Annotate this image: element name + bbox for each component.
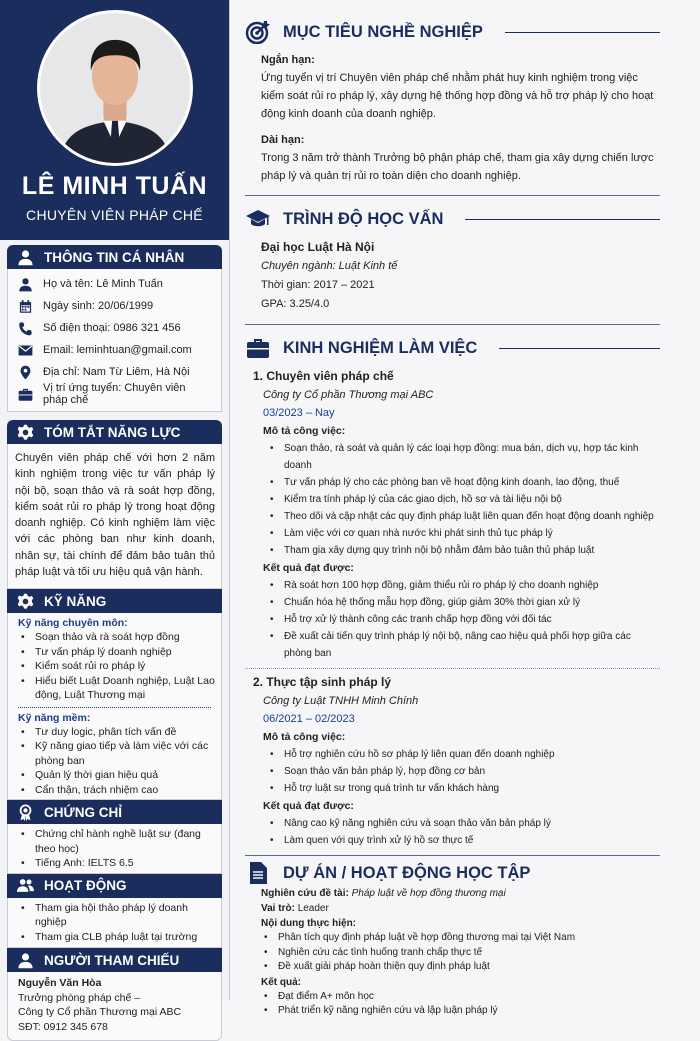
list-item: • Chuẩn hóa hệ thống mẫu hợp đồng, giúp giảm 30% thời gian xử lý (267, 594, 660, 611)
reference-name: Nguyễn Văn Hòa (18, 977, 102, 990)
short-term-label: Ngắn hạn: (261, 54, 315, 66)
list-item: • Tiếng Anh: IELTS 6.5 (18, 856, 221, 871)
job-date: 06/2021 – 02/2023 (263, 713, 355, 725)
activities-list (8, 901, 221, 945)
project-content-list (261, 931, 660, 975)
section-title: NGƯỜI THAM CHIẾU (44, 952, 180, 968)
reference-position: Trưởng phòng pháp chế – (18, 991, 141, 1004)
project-results-list (261, 990, 660, 1019)
personal-info-row (18, 273, 213, 295)
list-item: • Đạt điểm A+ môn học (261, 990, 660, 1005)
personal-info-text: Ngày sinh: 20/06/1999 (43, 300, 154, 312)
job-desc-list (253, 440, 660, 559)
job-results-list (253, 815, 660, 849)
list-item: • Kiểm tra tính pháp lý của các giao dịch, hồ sơ và tài liệu nội bộ (267, 491, 660, 508)
main-content (245, 0, 660, 1019)
divider (245, 855, 660, 856)
study-time: Thời gian: 2017 – 2021 (261, 279, 375, 291)
list-item: • Soạn thảo văn bản pháp lý, hợp đồng cơ bản (267, 763, 660, 780)
personal-info-text: Số điện thoại: 0986 321 456 (43, 322, 181, 334)
list-item: • Chứng chỉ hành nghề luật sư (đang theo học) (18, 827, 221, 856)
activities (7, 898, 222, 949)
section-title: MỤC TIÊU NGHỀ NGHIỆP (283, 22, 483, 41)
award-icon (17, 804, 34, 821)
users-icon (17, 877, 34, 894)
list-item: • Hỗ trợ luật sư trong quá trình tư vấn khách hàng (267, 780, 660, 797)
list-item: • Soạn thảo, rà soát và quản lý các loại hợp đồng: mua bán, dịch vụ, hợp tác kinh doanh (267, 440, 660, 474)
content-label: Nội dung thực hiện: (261, 918, 357, 929)
section-header-activities (7, 874, 222, 898)
profile-photo (37, 10, 193, 166)
section-header-education (245, 206, 660, 232)
job-result-label: Kết quả đạt được: (263, 562, 354, 574)
gear-icon (17, 593, 34, 610)
section-header-objective (245, 19, 660, 45)
hard-skills-list (8, 630, 221, 703)
section-header-summary (7, 420, 222, 444)
gear-icon (17, 424, 34, 441)
school: Đại học Luật Hà Nội (261, 240, 375, 254)
job-desc-label: Mô tả công việc: (263, 425, 346, 437)
document-icon (245, 861, 271, 885)
list-item: • Hiểu biết Luật Doanh nghiệp, Luật Lao động, Luật Thương mại (18, 674, 221, 703)
hard-skills-title: Kỹ năng chuyên môn: (18, 617, 128, 630)
list-item: • Đề xuất cải tiến quy trình pháp lý nội bộ, nâng cao hiệu quả phối hợp giữa các phòng ban (267, 628, 660, 662)
list-item: • Làm quen với quy trình xử lý hồ sơ thực tế (267, 832, 660, 849)
section-header-personal (7, 245, 222, 269)
role-label: Vai trò: (261, 903, 295, 914)
summary-text: Chuyên viên pháp chế với hơn 2 năm kinh nghiệm trong việc tư vấn pháp lý nội bộ, soạn thảo và rà soát hợp đồng, kiểm soát rủi ro pháp lý trong hoạt động doanh nghiệp. Có kinh nghiệm làm việc với các phòng ban như kinh doanh, nhân sự, tài chính để đảm bảo tuân thủ pháp luật và tối ưu hiệu quả vận hành. (7, 444, 222, 589)
long-term-text: Trong 3 năm trở thành Trưởng bộ phận pháp chế, tham gia xây dựng chiến lược pháp lý và quản trị rủi ro toàn diện cho doanh nghiệp. (261, 152, 654, 182)
project (245, 886, 660, 1019)
certs (7, 824, 222, 874)
job-results-list (253, 577, 660, 662)
list-item: • Soạn thảo và rà soát hợp đồng (18, 630, 221, 645)
list-item: • Phát triển kỹ năng nghiên cứu và lập luận pháp lý (261, 1004, 660, 1019)
section-header-experience (245, 335, 660, 361)
topic: Pháp luật về hợp đồng thương mại (351, 888, 506, 899)
job-date: 03/2023 – Nay (263, 407, 335, 419)
skills (7, 613, 222, 800)
profile-header (0, 0, 229, 240)
personal-info-text: Vị trí ứng tuyển: Chuyên viên pháp chế (43, 382, 186, 406)
personal-info-row (18, 295, 213, 317)
reference-company: Công ty Cổ phần Thương mại ABC (18, 1006, 182, 1019)
divider (245, 668, 660, 669)
personal-info (7, 269, 222, 412)
mail-icon (18, 343, 33, 358)
briefcase-icon (18, 387, 33, 402)
list-item: • Cẩn thận, trách nhiệm cao (18, 783, 221, 798)
section-title: KINH NGHIỆM LÀM VIỆC (283, 338, 478, 357)
jobs (245, 367, 660, 849)
list-item: • Tư vấn pháp lý cho các phòng ban về hoạt động kinh doanh, lao động, thuế (267, 474, 660, 491)
personal-info-text: Địa chỉ: Nam Từ Liêm, Hà Nội (43, 366, 190, 378)
job-company: Công ty Cổ phần Thương mại ABC (263, 389, 434, 401)
calendar-icon (18, 299, 33, 314)
list-item: • Phân tích quy định pháp luật về hợp đồng thương mại tại Việt Nam (261, 931, 660, 946)
sidebar (0, 0, 230, 1033)
section-header-certs (7, 800, 222, 824)
role: Leader (297, 903, 329, 914)
list-item: • Theo dõi và cập nhật các quy định pháp luật liên quan đến hoạt động doanh nghiệp (267, 508, 660, 525)
list-item: • Kỹ năng giao tiếp và làm việc với các phòng ban (18, 739, 221, 768)
topic-label: Nghiên cứu đề tài: (261, 888, 349, 899)
list-item: • Làm việc với cơ quan nhà nước khi phát sinh thủ tục pháp lý (267, 525, 660, 542)
user-icon (17, 952, 34, 969)
job-result-label: Kết quả đạt được: (263, 800, 354, 812)
reference-phone: SĐT: 0912 345 678 (18, 1020, 108, 1033)
list-item: • Nghiên cứu các tình huống tranh chấp thực tế (261, 946, 660, 961)
list-item: • Tư duy logic, phân tích vấn đề (18, 725, 221, 740)
job-desc-list (253, 746, 660, 797)
section-title: DỰ ÁN / HOẠT ĐỘNG HỌC TẬP (283, 863, 531, 882)
list-item: • Hỗ trợ nghiên cứu hồ sơ pháp lý liên quan đến doanh nghiệp (267, 746, 660, 763)
list-item: • Hỗ trợ xử lý thành công các tranh chấp hợp đồng với đối tác (267, 611, 660, 628)
section-header-skills (7, 589, 222, 613)
job-title: 1. Chuyên viên pháp chế (253, 369, 394, 383)
section-title: THÔNG TIN CÁ NHÂN (44, 249, 185, 265)
section-header-reference (7, 948, 222, 972)
candidate-name: LÊ MINH TUẤN (21, 172, 208, 200)
target-icon (245, 20, 271, 44)
job-entry (245, 367, 660, 662)
section-header-projects (245, 860, 660, 886)
list-item: • Tham gia CLB pháp luật tại trường (18, 930, 221, 945)
user-icon (17, 249, 34, 266)
job-title: 2. Thực tập sinh pháp lý (253, 675, 392, 689)
job-company: Công ty Luật TNHH Minh Chính (263, 695, 419, 707)
result-label: Kết quả: (261, 976, 301, 988)
list-item: • Quản lý thời gian hiệu quả (18, 768, 221, 783)
user-icon (18, 277, 33, 292)
section-title: HOẠT ĐỘNG (44, 878, 127, 894)
soft-skills-list (8, 725, 221, 798)
personal-info-text: Họ và tên: Lê Minh Tuấn (43, 278, 163, 290)
personal-info-text: Email: leminhtuan@gmail.com (43, 344, 192, 356)
divider (245, 324, 660, 325)
candidate-role: CHUYÊN VIÊN PHÁP CHẾ (26, 207, 203, 223)
graduation-cap-icon (245, 207, 271, 231)
list-item: • Tư vấn pháp lý doanh nghiệp (18, 645, 221, 660)
personal-info-row (18, 383, 213, 405)
certs-list (8, 827, 221, 871)
gpa: GPA: 3.25/4.0 (261, 298, 330, 310)
briefcase-icon (245, 336, 271, 360)
reference (7, 972, 222, 1041)
job-desc-label: Mô tả công việc: (263, 731, 346, 743)
list-item: • Nâng cao kỹ năng nghiên cứu và soạn thảo văn bản pháp lý (267, 815, 660, 832)
list-item: • Kiểm soát rủi ro pháp lý (18, 659, 221, 674)
section-title: KỸ NĂNG (44, 593, 107, 609)
personal-info-row (18, 339, 213, 361)
list-item: • Tham gia xây dựng quy trình nội bộ nhằm đảm bảo tuân thủ pháp luật (267, 542, 660, 559)
education (245, 238, 660, 314)
phone-icon (18, 321, 33, 336)
divider (245, 195, 660, 196)
list-item: • Tham gia hội thảo pháp lý doanh nghiệp (18, 901, 221, 930)
long-term-label: Dài hạn: (261, 134, 305, 146)
personal-info-row (18, 361, 213, 383)
section-title: CHỨNG CHỈ (44, 804, 122, 820)
soft-skills-title: Kỹ năng mềm: (18, 711, 91, 724)
section-title: TRÌNH ĐỘ HỌC VẤN (283, 209, 444, 228)
list-item: • Rà soát hơn 100 hợp đồng, giảm thiểu rủi ro pháp lý cho doanh nghiệp (267, 577, 660, 594)
short-term-text: Ứng tuyển vị trí Chuyên viên pháp chế nhằm phát huy kinh nghiệm trong việc kiểm soát rủi ro pháp lý, xây dựng hệ thống hợp đồng và hỗ trợ pháp lý cho hoạt động kinh doanh của doanh nghiệp. (261, 72, 654, 120)
major: Chuyên ngành: Luật Kinh tế (261, 260, 398, 272)
location-icon (18, 365, 33, 380)
section-title: TÓM TẮT NĂNG LỰC (44, 424, 181, 440)
objective (245, 51, 660, 185)
list-item: • Đề xuất giải pháp hoàn thiện quy định pháp luật (261, 960, 660, 975)
job-entry (245, 673, 660, 849)
personal-info-row (18, 317, 213, 339)
